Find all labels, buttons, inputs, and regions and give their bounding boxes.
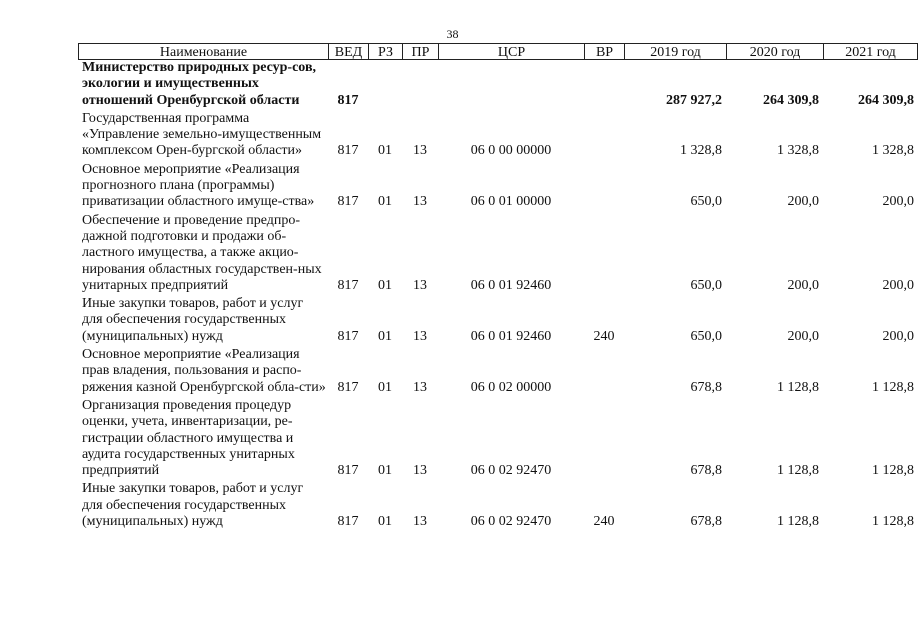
cell-ved: 817	[337, 328, 359, 344]
header-vr: ВР	[584, 43, 624, 60]
cell-pr: 13	[413, 328, 427, 344]
cell-rz: 01	[378, 277, 392, 293]
cell-csr: 06 0 02 92470	[470, 514, 552, 530]
cell-vr	[584, 160, 624, 162]
cell-vr: 240	[593, 328, 615, 344]
header-name: Наименование	[78, 43, 328, 60]
cell-y2020: 1 328,8	[777, 143, 819, 159]
cell-rz: 01	[378, 514, 392, 530]
cell-y2019: 650,0	[690, 277, 722, 293]
cell-y2020: 200,0	[787, 277, 819, 293]
cell-vr	[584, 396, 624, 398]
cell-ved: 817	[337, 463, 359, 479]
cell-csr: 06 0 01 92460	[470, 328, 552, 344]
header-csr: ЦСР	[438, 43, 584, 60]
cell-pr: 13	[413, 463, 427, 479]
cell-y2021: 1 128,8	[872, 463, 914, 479]
cell-ved: 817	[337, 143, 359, 159]
cell-y2020: 200,0	[787, 194, 819, 210]
cell-y2020: 1 128,8	[777, 463, 819, 479]
cell-ved: 817	[337, 277, 359, 293]
cell-y2021: 1 128,8	[872, 514, 914, 530]
cell-y2019: 678,8	[690, 463, 722, 479]
cell-vr	[584, 109, 624, 111]
cell-y2019: 650,0	[690, 194, 722, 210]
cell-ved: 817	[337, 194, 359, 210]
cell-y2019: 678,8	[690, 379, 722, 395]
cell-y2020: 200,0	[787, 328, 819, 344]
cell-y2019: 678,8	[690, 514, 722, 530]
cell-name: Обеспечение и проведение предпро-дажной подготовки и продажи об-ластного имущества, а также акцио-нирования областных государствен-ных унитарных предприятий	[82, 212, 322, 293]
cell-csr	[438, 109, 584, 111]
cell-y2020: 1 128,8	[777, 379, 819, 395]
cell-y2020: 1 128,8	[777, 514, 819, 530]
cell-y2019: 1 328,8	[680, 143, 722, 159]
cell-ved: 817	[337, 92, 359, 108]
cell-rz: 01	[378, 194, 392, 210]
cell-y2019: 287 927,2	[666, 92, 722, 108]
header-pr: ПР	[402, 43, 438, 60]
cell-name: Организация проведения процедур оценки, учета, инвентаризации, ре-гистрации областного имущества и аудита государственных унитарных предприятий	[82, 397, 295, 479]
cell-csr: 06 0 02 00000	[470, 379, 552, 395]
cell-csr: 06 0 02 92470	[470, 463, 552, 479]
cell-y2021: 200,0	[882, 277, 914, 293]
cell-csr: 06 0 00 00000	[470, 143, 552, 159]
cell-y2020: 264 309,8	[763, 92, 819, 108]
budget-table	[78, 43, 918, 532]
cell-pr	[402, 109, 438, 111]
cell-pr: 13	[413, 194, 427, 210]
cell-name: Государственная программа «Управление земельно-имущественным комплексом Орен-бургской области»	[82, 110, 322, 159]
header-rz: РЗ	[368, 43, 402, 60]
cell-name: Основное мероприятие «Реализация прав владения, пользования и распо-ряжения казной Оренбургской обла-сти»	[82, 347, 326, 395]
header-2019: 2019 год	[624, 43, 726, 60]
cell-ved: 817	[337, 514, 359, 530]
cell-y2021: 264 309,8	[858, 92, 914, 108]
cell-rz: 01	[378, 328, 392, 344]
cell-rz: 01	[378, 143, 392, 159]
cell-pr: 13	[413, 379, 427, 395]
cell-y2021: 1 328,8	[872, 143, 914, 159]
cell-name: Министерство природных ресур-сов, экологии и имущественных отношений Оренбургской области	[82, 60, 317, 108]
header-2021: 2021 год	[823, 43, 918, 60]
cell-rz	[368, 109, 402, 111]
cell-vr: 240	[593, 514, 615, 530]
cell-name: Основное мероприятие «Реализация прогнозного плана (программы) приватизации областного имуще-ства»	[82, 161, 315, 210]
cell-vr	[584, 211, 624, 213]
cell-y2021: 200,0	[882, 194, 914, 210]
cell-ved: 817	[337, 379, 359, 395]
page-number: 38	[446, 27, 459, 41]
cell-vr	[584, 479, 624, 481]
cell-y2021: 1 128,8	[872, 379, 914, 395]
cell-pr: 13	[413, 514, 427, 530]
cell-csr: 06 0 01 00000	[470, 194, 552, 210]
cell-y2019: 650,0	[690, 328, 722, 344]
cell-vr	[584, 294, 624, 296]
header-ved: ВЕД	[328, 43, 368, 60]
cell-rz: 01	[378, 379, 392, 395]
cell-name: Иные закупки товаров, работ и услуг для обеспечения государственных (муниципальных) нужд	[82, 296, 304, 344]
cell-y2021: 200,0	[882, 328, 914, 344]
header-2020: 2020 год	[726, 43, 823, 60]
cell-csr: 06 0 01 92460	[470, 277, 552, 293]
cell-rz: 01	[378, 463, 392, 479]
cell-pr: 13	[413, 143, 427, 159]
cell-pr: 13	[413, 277, 427, 293]
cell-name: Иные закупки товаров, работ и услуг для обеспечения государственных (муниципальных) нужд	[82, 481, 304, 530]
